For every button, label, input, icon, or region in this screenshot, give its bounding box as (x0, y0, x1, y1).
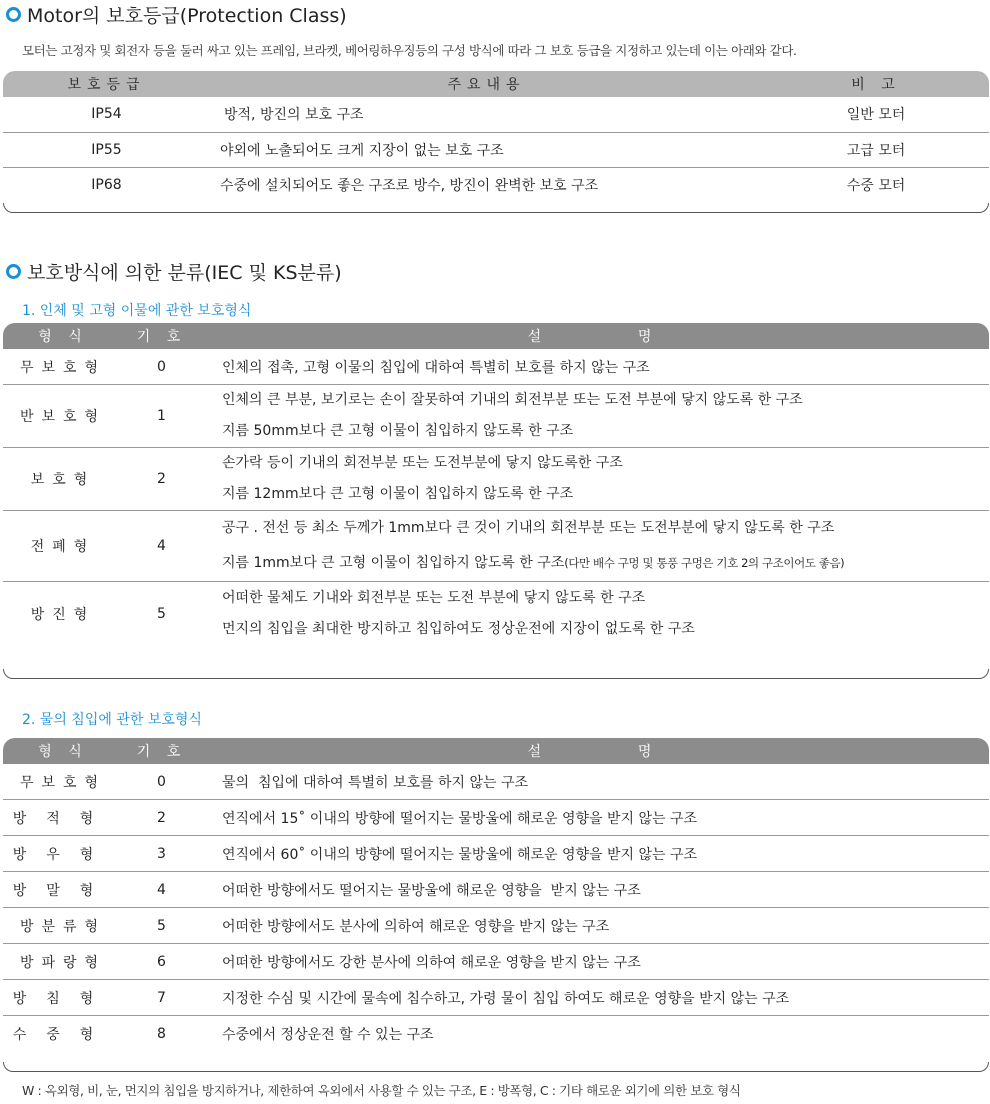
header-code: 기 호 (123, 738, 200, 764)
table-row (3, 764, 989, 800)
code-cell: 7 (123, 980, 200, 1016)
content-cell: 야외에 노출되어도 크게 지장이 없는 보호 구조 (210, 132, 763, 167)
header-desc: 설 명 (200, 738, 989, 764)
note-cell: 수중 모터 (846, 177, 906, 194)
code-cell: 2 (123, 800, 200, 836)
desc-line: 어떠한 물체도 기내와 회전부분 또는 도전 부분에 닿지 않도록 한 구조 (222, 590, 646, 606)
content-cell: 수중에 설치되어도 좋은 구조로 방수, 방진이 완벽한 보호 구조 (220, 177, 599, 194)
desc-cell (200, 385, 989, 448)
code-cell: 0 (123, 349, 200, 385)
table-row (3, 980, 989, 1016)
table-row (3, 582, 989, 647)
type-cell: 방말형 (3, 872, 123, 908)
code-cell: 2 (123, 448, 200, 511)
desc-line-text: 지름 1mm보다 큰 고형 이물이 침입하지 않도록 한 구조 (222, 555, 565, 571)
table-row (3, 167, 989, 202)
table-row (3, 1016, 989, 1052)
header-type: 형 식 (3, 323, 123, 349)
circle-bullet-icon (6, 264, 21, 279)
desc-cell: 수중에서 정상운전 할 수 있는 구조 (222, 1026, 434, 1043)
table-bottom-border (3, 669, 989, 679)
desc-cell: 어떠한 방향에서도 강한 분사에 의하여 해로운 영향을 받지 않는 구조 (200, 944, 989, 980)
type-cell: 무보호형 (3, 349, 123, 385)
section-title-protection-class (6, 1, 347, 28)
table-row (3, 349, 989, 385)
code-cell: 8 (157, 1025, 166, 1042)
header-grade: 보호등급 (3, 71, 210, 97)
type-cell: 수중형 (12, 1026, 114, 1043)
type-cell: 무보호형 (3, 764, 123, 800)
desc-line-note: (다만 배수 구멍 및 통풍 구멍은 기호 2의 구조이어도 좋음) (564, 556, 845, 570)
desc-cell: 지정한 수심 및 시간에 물속에 침수하고, 가령 물이 침입 하여도 해로운 영향을 받지 않는 구조 (200, 980, 989, 1016)
type-cell: 반보호형 (3, 385, 123, 448)
desc-cell: 어떠한 방향에서도 분사에 의하여 해로운 영향을 받지 않는 구조 (200, 908, 989, 944)
table-row (3, 448, 989, 511)
code-cell: 5 (123, 908, 200, 944)
desc-line (222, 546, 989, 581)
type-cell: 방분류형 (3, 908, 123, 944)
circle-bullet-icon (6, 7, 21, 22)
desc-line: 먼지의 침입을 최대한 방지하고 침입하여도 정상운전에 지장이 없도록 한 구조 (222, 621, 695, 637)
code-cell: 4 (123, 872, 200, 908)
table-row (3, 872, 989, 908)
water-protection-table (3, 738, 989, 1051)
intro-text: 모터는 고정자 및 회전자 등을 둘러 싸고 있는 프레임, 브라켓, 베어링하우징등의 구성 방식에 따라 그 보호 등급을 지정하고 있는데 이는 아래와 같다. (22, 43, 797, 58)
content-cell: 방적, 방진의 보호 구조 (210, 97, 763, 132)
grade-cell: IP54 (3, 97, 210, 132)
footnote: W : 옥외형, 비, 눈, 먼지의 침입을 방지하거나, 제한하여 옥외에서 사용할 수 있는 구조, E : 방폭형, C : 기타 해로운 외기에 의한 보호 형식 (22, 1083, 741, 1098)
table-bottom-border (3, 203, 989, 213)
section-title-text: Motor의 보호등급(Protection Class) (27, 5, 347, 27)
desc-line: 지름 50mm보다 큰 고형 이물이 침입하지 않도록 한 구조 (222, 423, 574, 439)
type-cell: 방적형 (3, 800, 123, 836)
desc-line: 공구 . 전선 등 최소 두께가 1mm보다 큰 것이 기내의 회전부분 또는 도전부분에 닿지 않도록 한 구조 (222, 520, 835, 536)
code-cell: 6 (123, 944, 200, 980)
protection-class-table (3, 71, 989, 202)
header-desc: 설 명 (200, 323, 989, 349)
desc-cell: 물의 침입에 대하여 특별히 보호를 하지 않는 구조 (200, 764, 989, 800)
desc-cell (200, 582, 989, 647)
header-type: 형 식 (3, 738, 123, 764)
subsection-title-solid: 1. 인체 및 고형 이물에 관한 보호형식 (22, 303, 252, 319)
table-row (3, 800, 989, 836)
table-bottom-border (3, 1062, 989, 1072)
code-cell: 4 (123, 511, 200, 582)
table-row (3, 132, 989, 167)
table-row (3, 908, 989, 944)
table-header-row (3, 738, 989, 764)
table-row (3, 385, 989, 448)
header-code: 기 호 (123, 323, 200, 349)
solid-protection-table (3, 323, 989, 646)
desc-cell (200, 448, 989, 511)
type-cell: 보호형 (3, 448, 123, 511)
table-header-row (3, 71, 989, 97)
desc-cell (200, 511, 989, 582)
header-content: 주요내용 (210, 71, 763, 97)
table-row (3, 836, 989, 872)
type-cell: 전폐형 (3, 511, 123, 582)
type-cell: 방진형 (30, 607, 96, 623)
subsection-title-water: 2. 물의 침입에 관한 보호형식 (22, 712, 202, 728)
code-cell: 3 (123, 836, 200, 872)
type-cell: 방침형 (3, 980, 123, 1016)
desc-cell: 인체의 접촉, 고형 이물의 침입에 대하여 특별히 보호를 하지 않는 구조 (200, 349, 989, 385)
desc-line: 손가락 등이 기내의 회전부분 또는 도전부분에 닿지 않도록한 구조 (222, 455, 623, 471)
table-row (3, 97, 989, 132)
desc-line: 지름 12mm보다 큰 고형 이물이 침입하지 않도록 한 구조 (222, 486, 574, 502)
note-cell: 고급 모터 (763, 132, 989, 167)
code-cell: 0 (123, 764, 200, 800)
section-title-classification (6, 258, 342, 285)
desc-cell: 연직에서 15˚ 이내의 방향에 떨어지는 물방울에 해로운 영향을 받지 않는 구조 (200, 800, 989, 836)
code-cell: 1 (123, 385, 200, 448)
table-row (3, 944, 989, 980)
desc-cell: 연직에서 60˚ 이내의 방향에 떨어지는 물방울에 해로운 영향을 받지 않는 구조 (200, 836, 989, 872)
desc-cell: 어떠한 방향에서도 떨어지는 물방울에 해로운 영향을 받지 않는 구조 (200, 872, 989, 908)
section-title-text: 보호방식에 의한 분류(IEC 및 KS분류) (27, 262, 342, 284)
table-row (3, 511, 989, 582)
header-note: 비 고 (763, 71, 989, 97)
grade-cell: IP55 (3, 132, 210, 167)
type-cell: 방파랑형 (3, 944, 123, 980)
code-cell: 5 (157, 606, 166, 622)
type-cell: 방우형 (3, 836, 123, 872)
desc-line: 인체의 큰 부분, 보기로는 손이 잘못하여 기내의 회전부분 또는 도전 부분에 닿지 않도록 한 구조 (222, 392, 803, 408)
grade-cell: IP68 (91, 176, 122, 193)
note-cell: 일반 모터 (763, 97, 989, 132)
table-header-row (3, 323, 989, 349)
